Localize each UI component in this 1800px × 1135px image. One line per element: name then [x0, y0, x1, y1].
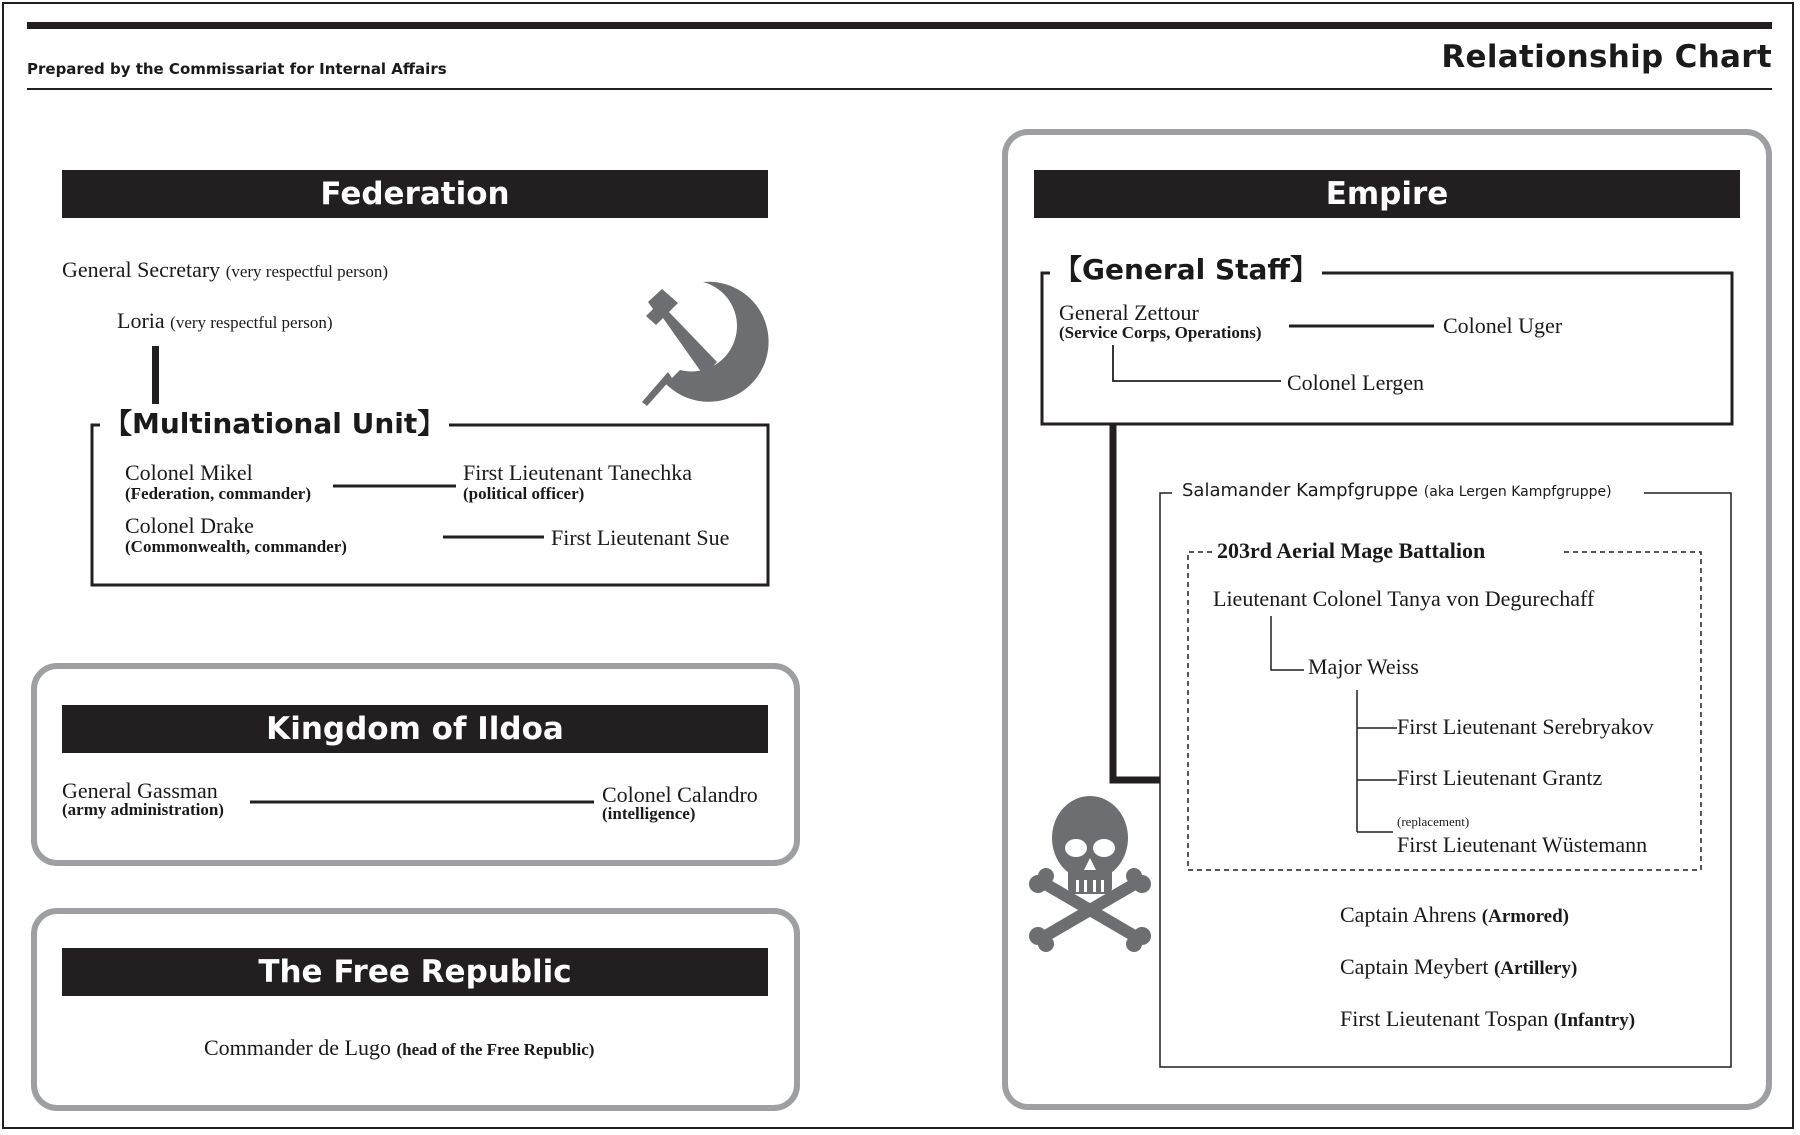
general-secretary [62, 259, 388, 281]
grantz-name: First Lieutenant Grantz [1397, 765, 1603, 790]
gassman-name: General Gassman [62, 778, 218, 803]
ildoa-title-bar: Kingdom of Ildoa [62, 705, 768, 753]
zettour-name: General Zettour [1059, 300, 1199, 325]
wustemann-name: First Lieutenant Wüstemann [1397, 832, 1648, 857]
calandro-name: Colonel Calandro [602, 782, 758, 807]
weiss-name: Major Weiss [1308, 654, 1419, 679]
meybert-branch: (Artillery) [1493, 958, 1578, 979]
free-republic-title-bar: The Free Republic [62, 948, 768, 996]
calandro-role: (intelligence) [602, 804, 696, 823]
document-title: Relationship Chart [1441, 39, 1772, 75]
loria-connector [152, 346, 159, 404]
tanechka-role: (political officer) [463, 484, 585, 503]
de-lugo-name: Commander de Lugo [204, 1035, 391, 1060]
de-lugo [204, 1037, 594, 1059]
general-staff-box [1042, 273, 1732, 424]
degurechaff-name: Lieutenant Colonel Tanya von Degurechaff [1213, 586, 1595, 611]
meybert-name: Captain Meybert [1340, 954, 1489, 979]
ahrens-branch: (Armored) [1481, 906, 1569, 927]
mikel-name: Colonel Mikel [125, 460, 253, 485]
wustemann-note: (replacement) [1397, 814, 1470, 829]
general-staff-title: 【General Staff】 [1050, 256, 1322, 284]
kampfgruppe-name: Salamander Kampfgruppe [1182, 480, 1419, 501]
lergen-name: Colonel Lergen [1287, 370, 1425, 395]
skull-and-crossbones-icon [1029, 796, 1151, 952]
mikel-role: (Federation, commander) [125, 484, 312, 503]
zettour-role: (Service Corps, Operations) [1059, 323, 1262, 342]
general-secretary-note: (very respectful person) [225, 262, 389, 281]
general-secretary-name: General Secretary [62, 257, 221, 282]
uger-name: Colonel Uger [1443, 313, 1563, 338]
drake-role: (Commonwealth, commander) [125, 537, 347, 556]
multinational-unit-box [92, 425, 768, 585]
de-lugo-role: (head of the Free Republic) [396, 1040, 595, 1059]
empire-title-bar: Empire [1034, 170, 1740, 218]
tanechka-name: First Lieutenant Tanechka [463, 460, 692, 485]
sue-name: First Lieutenant Sue [551, 525, 730, 550]
federation-title-bar: Federation [62, 170, 768, 218]
loria-note: (very respectful person) [170, 313, 333, 332]
tospan-name: First Lieutenant Tospan [1340, 1006, 1549, 1031]
multinational-unit-title: 【Multinational Unit】 [100, 410, 449, 438]
degurechaff-weiss-line [1271, 616, 1304, 670]
kampfgruppe-title [1182, 482, 1612, 500]
tospan-branch: (Infantry) [1553, 1010, 1636, 1031]
hammer-and-sickle-icon [642, 282, 769, 406]
staff-kampfgruppe-connector [1113, 424, 1160, 780]
zettour-lergen-line [1113, 345, 1281, 381]
gassman-role: (army administration) [62, 800, 224, 819]
tospan [1340, 1008, 1635, 1030]
loria [117, 310, 333, 332]
kampfgruppe-aka: (aka Lergen Kampfgruppe) [1423, 484, 1612, 500]
ahrens [1340, 904, 1569, 926]
meybert [1340, 956, 1577, 978]
loria-name: Loria [117, 308, 165, 333]
drake-name: Colonel Drake [125, 513, 254, 538]
battalion-title: 203rd Aerial Mage Battalion [1217, 538, 1486, 563]
serebryakov-name: First Lieutenant Serebryakov [1397, 714, 1654, 739]
prepared-by: Prepared by the Commissariat for Internal Affairs [27, 60, 447, 78]
ahrens-name: Captain Ahrens [1340, 902, 1477, 927]
